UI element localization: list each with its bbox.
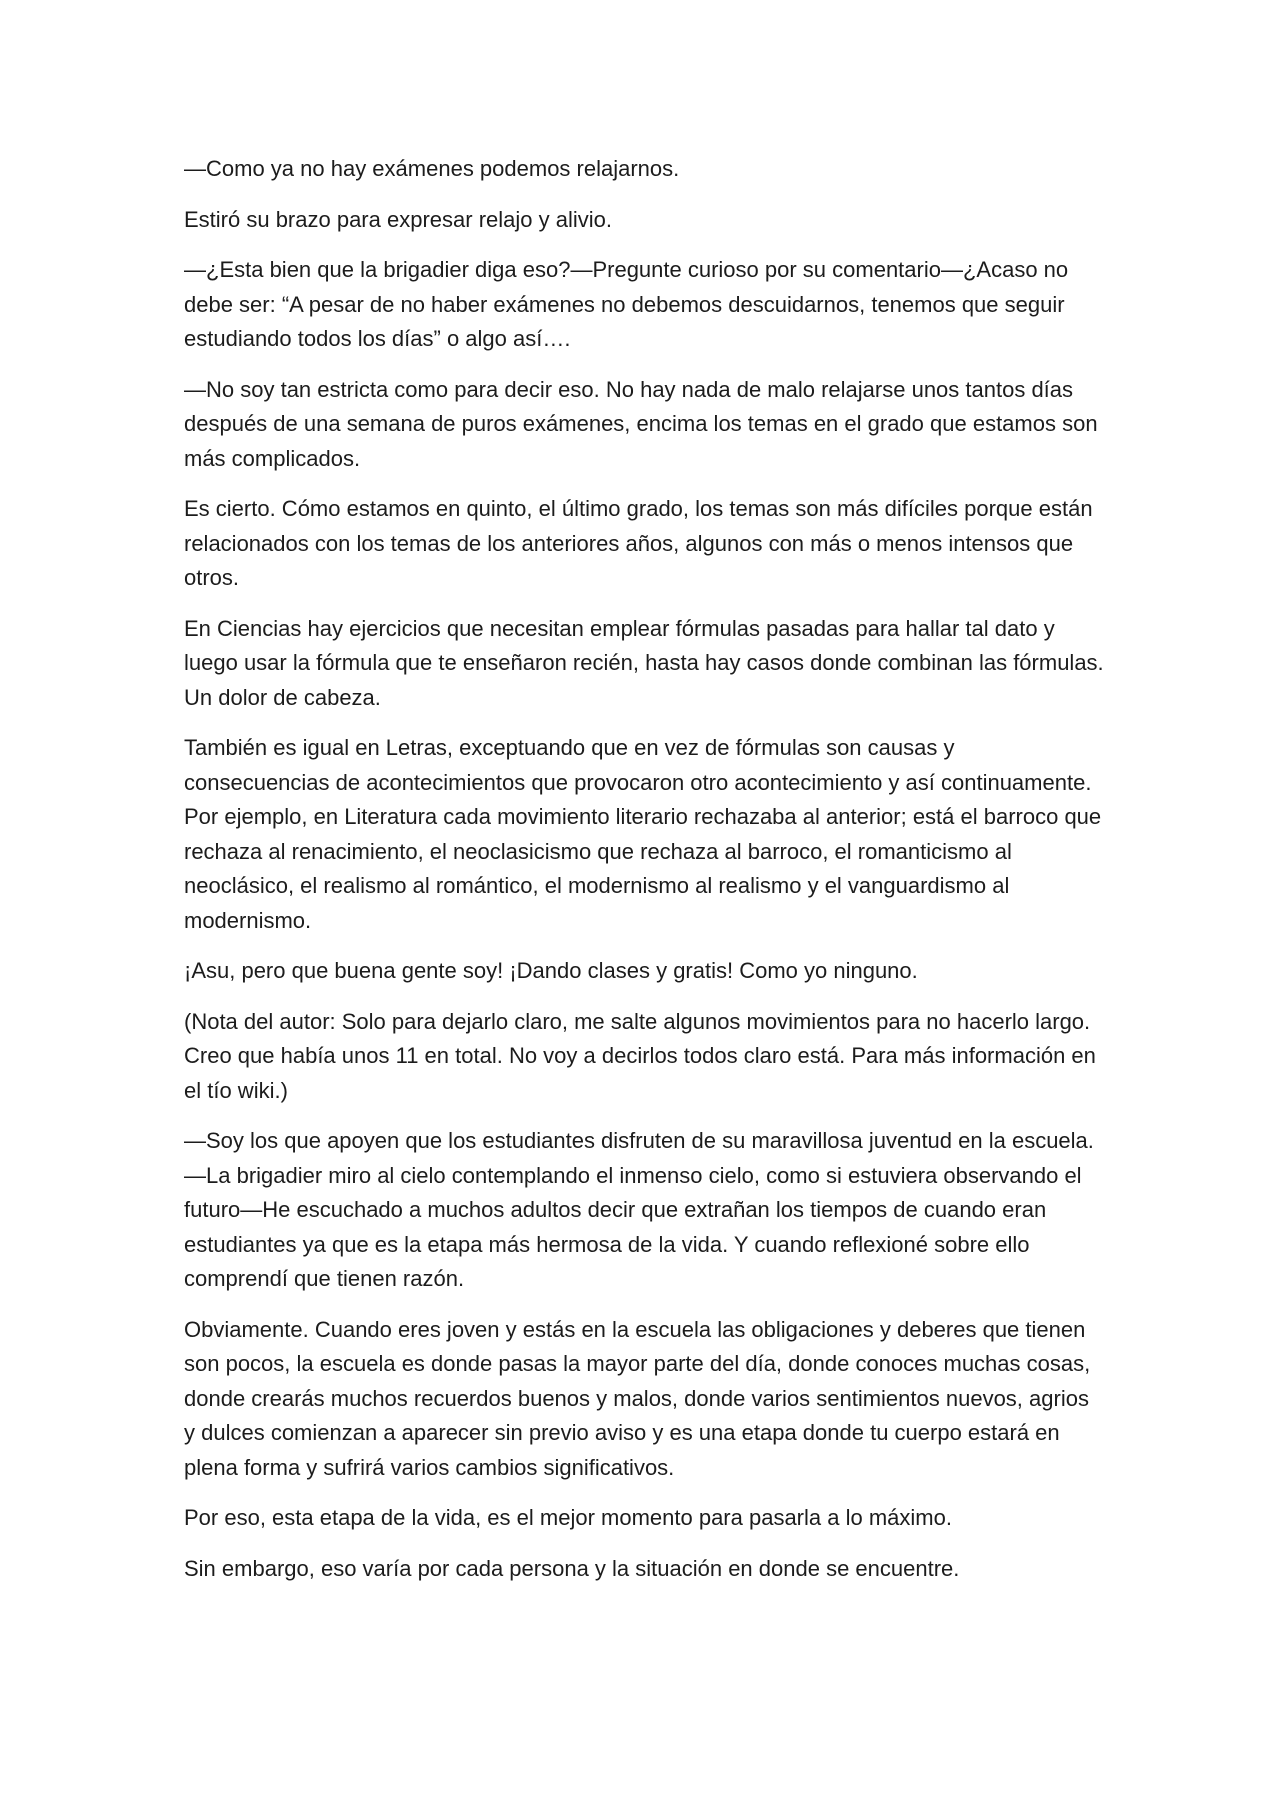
paragraph: (Nota del autor: Solo para dejarlo claro, me salte algunos movimientos para no hacerlo largo. Creo que había unos 11 en total. No voy a decirlos todos claro está. Para más información en el tío wiki.)	[184, 1008, 1096, 1103]
paragraph: Obviamente. Cuando eres joven y estás en la escuela las obligaciones y deberes que tienen son pocos, la escuela es donde pasas la mayor parte del día, donde conoces muchas cosas, donde crearás muchos recuerdos buenos y malos, donde varios sentimientos nuevos, agrios y dulces comienzan a aparecer sin previo aviso y es una etapa donde tu cuerpo estará en plena forma y sufrirá varios cambios significativos.	[184, 1316, 1091, 1480]
paragraph: Es cierto. Cómo estamos en quinto, el último grado, los temas son más difíciles porque están relacionados con los temas de los anteriores años, algunos con más o menos intensos que otros.	[184, 496, 1093, 590]
paragraph: También es igual en Letras, exceptuando que en vez de fórmulas son causas y consecuencias de acontecimientos que provocaron otro acontecimiento y así continuamente. Por ejemplo, en Literatura cada movimiento literario rechazaba al anterior; está el barroco que rechaza al renacimiento, el neoclasicismo que rechaza al barroco, el romanticismo al neoclásico, el realismo al romántico, el modernismo al realismo y el vanguardismo al modernismo.	[184, 735, 1102, 933]
paragraph: Por eso, esta etapa de la vida, es el mejor momento para pasarla a lo máximo.	[184, 1505, 952, 1530]
paragraph: ¡Asu, pero que buena gente soy! ¡Dando clases y gratis! Como yo ninguno.	[184, 958, 918, 983]
paragraph: —¿Esta bien que la brigadier diga eso?—Pregunte curioso por su comentario—¿Acaso no debe ser: “A pesar de no haber exámenes no debemos descuidarnos, tenemos que seguir estudiando todos los días” o algo así….	[184, 257, 1069, 351]
paragraph: Estiró su brazo para expresar relajo y alivio.	[184, 206, 612, 232]
paragraph: —Como ya no hay exámenes podemos relajarnos.	[184, 156, 680, 181]
paragraph: En Ciencias hay ejercicios que necesitan emplear fórmulas pasadas para hallar tal dato y luego usar la fórmula que te enseñaron recién, hasta hay casos donde combinan las fórmulas. Un dolor de cabeza.	[184, 615, 1104, 710]
paragraph: —Soy los que apoyen que los estudiantes disfruten de su maravillosa juventud en la escuela.—La brigadier miro al cielo contemplando el inmenso cielo, como si estuviera observando el futuro—He escuchado a muchos adultos decir que extrañan los tiempos de cuando eran estudiantes ya que es la etapa más hermosa de la vida. Y cuando reflexioné sobre ello comprendí que tienen razón.	[184, 1128, 1094, 1291]
document-body	[184, 152, 1104, 1602]
paragraph: Sin embargo, eso varía por cada persona y la situación en donde se encuentre.	[184, 1555, 960, 1581]
paragraph: —No soy tan estricta como para decir eso. No hay nada de malo relajarse unos tantos días después de una semana de puros exámenes, encima los temas en el grado que estamos son más complicados.	[184, 376, 1098, 471]
